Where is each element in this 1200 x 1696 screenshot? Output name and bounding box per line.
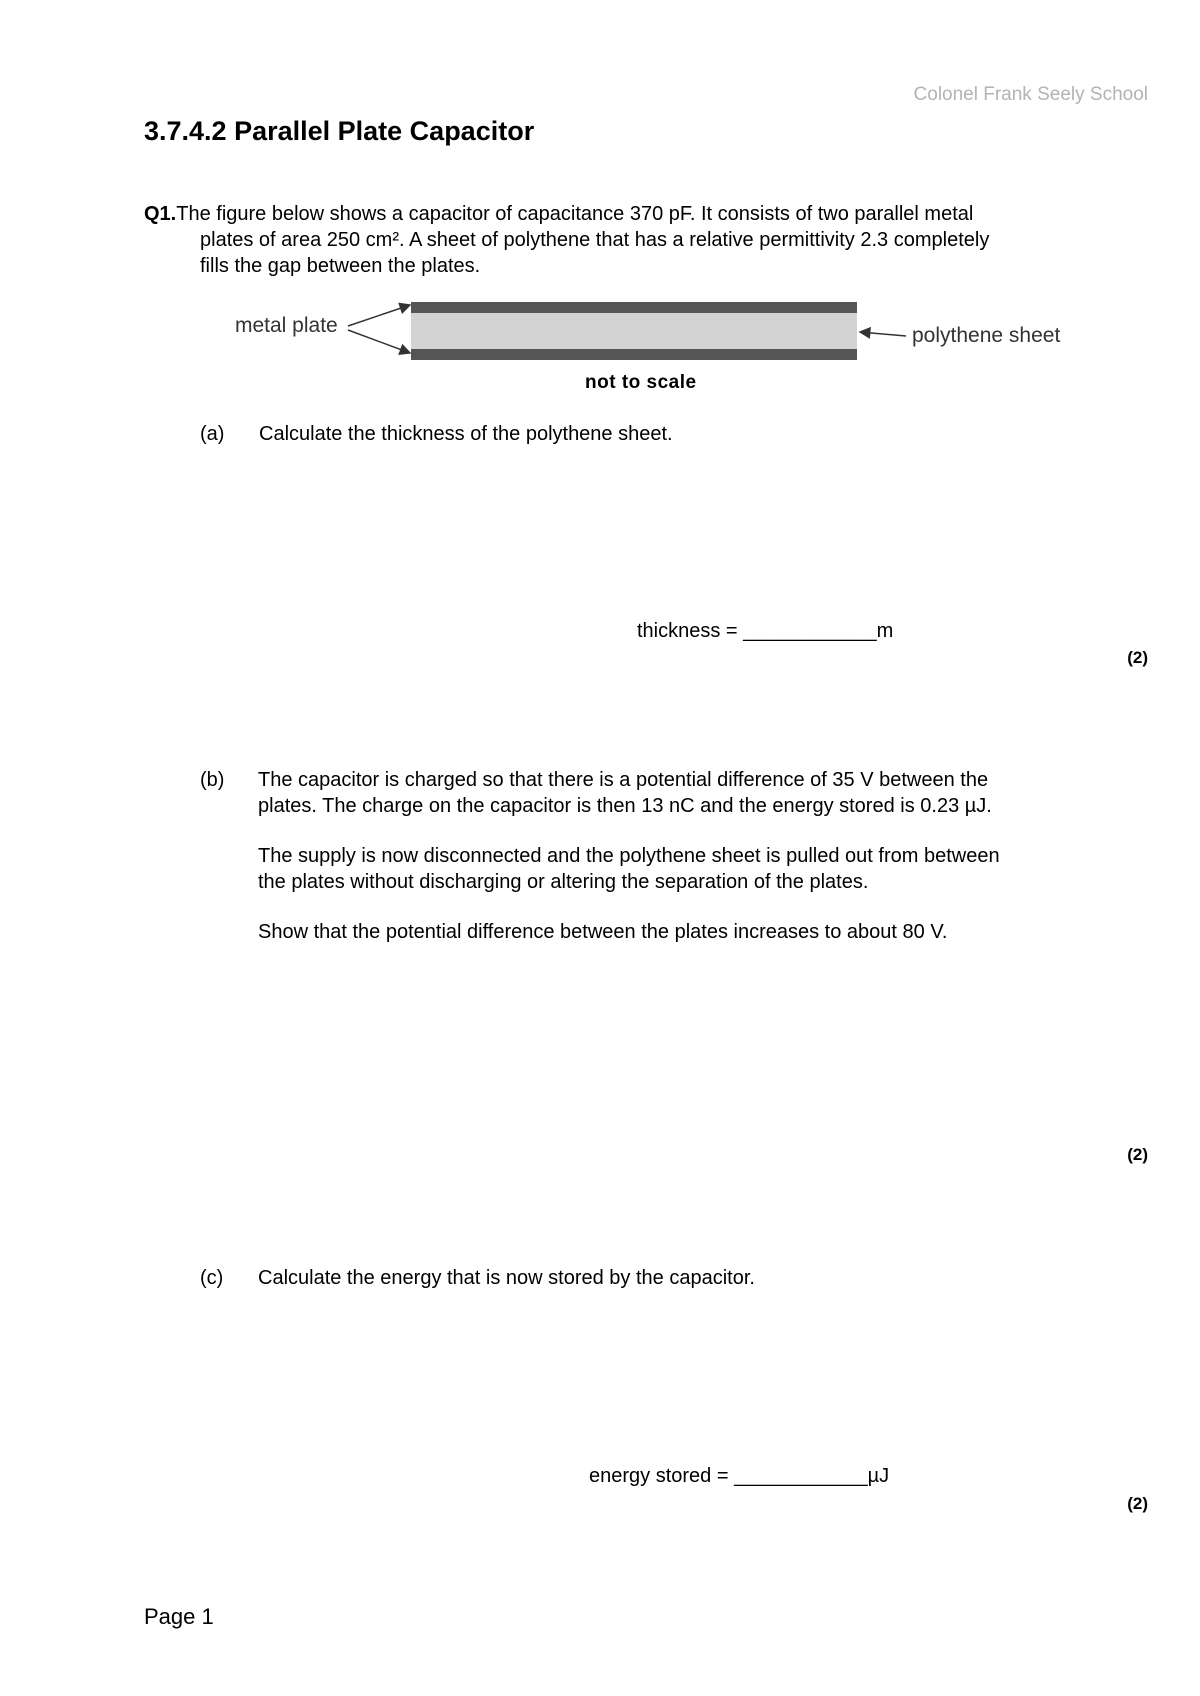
- page-number: Page 1: [144, 1604, 214, 1629]
- part-b-paragraph-2: [258, 843, 1088, 895]
- part-b-para1-line2: plates. The charge on the capacitor is then 13 nC and the energy stored is 0.23 µJ.: [258, 795, 992, 817]
- part-b-paragraph-3: Show that the potential difference between the plates increases to about 80 V.: [258, 921, 948, 943]
- question-1-intro: [144, 201, 1089, 279]
- part-a-marks: (2): [1127, 648, 1148, 667]
- capacitor-figure: [230, 296, 1070, 362]
- part-b-label: (b): [200, 769, 225, 791]
- energy-answer-line[interactable]: energy stored = ____________µJ: [589, 1465, 890, 1487]
- intro-line-3: fills the gap between the plates.: [200, 255, 481, 277]
- part-b-marks: (2): [1127, 1145, 1148, 1164]
- intro-line-2: plates of area 250 cm². A sheet of polythene that has a relative permittivity 2.3 completely: [200, 229, 990, 251]
- top-metal-plate: [411, 302, 857, 313]
- part-c-marks: (2): [1127, 1494, 1148, 1513]
- part-b-para2-line1: The supply is now disconnected and the polythene sheet is pulled out from between: [258, 845, 1000, 867]
- polythene-arrow: [860, 332, 906, 336]
- part-b-paragraph-1: [258, 767, 1088, 819]
- figure-caption: not to scale: [585, 372, 697, 393]
- metal-plate-arrow-top: [348, 305, 410, 326]
- part-a-label: (a): [200, 423, 225, 445]
- metal-plate-label: metal plate: [235, 314, 338, 337]
- part-c-label: (c): [200, 1267, 224, 1289]
- part-a-text: Calculate the thickness of the polythene sheet.: [259, 423, 673, 445]
- part-b-para1-line1: The capacitor is charged so that there is a potential difference of 35 V between the: [258, 769, 989, 791]
- intro-line-1: The figure below shows a capacitor of capacitance 370 pF. It consists of two parallel metal: [176, 203, 974, 225]
- part-c-text: Calculate the energy that is now stored by the capacitor.: [258, 1267, 755, 1289]
- question-number: Q1.: [144, 203, 177, 225]
- bottom-metal-plate: [411, 349, 857, 360]
- page-title: 3.7.4.2 Parallel Plate Capacitor: [144, 116, 535, 146]
- polythene-sheet-label: polythene sheet: [912, 324, 1061, 347]
- school-header: Colonel Frank Seely School: [913, 84, 1148, 105]
- polythene-sheet: [411, 313, 857, 349]
- metal-plate-arrow-bottom: [348, 330, 410, 353]
- part-b-para2-line2: the plates without discharging or altering the separation of the plates.: [258, 871, 869, 893]
- thickness-answer-line[interactable]: thickness = ____________m: [637, 620, 894, 642]
